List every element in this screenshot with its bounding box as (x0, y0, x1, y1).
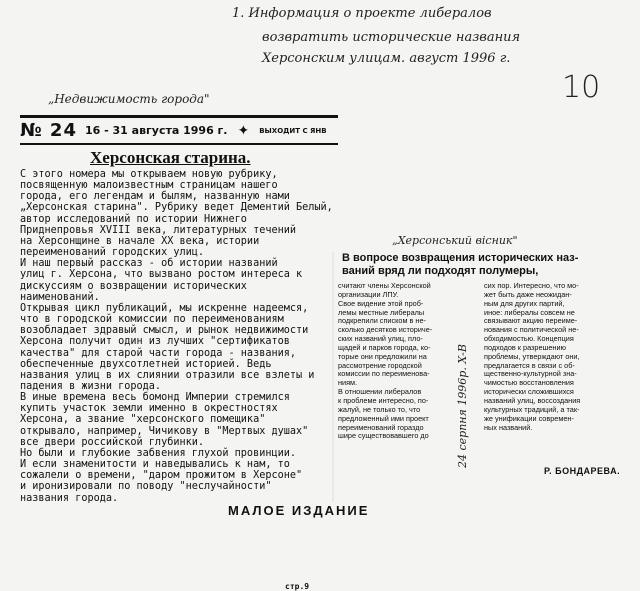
newspaper-masthead (20, 115, 338, 145)
text-line: проблемы, утверждают они, (484, 351, 580, 361)
text-line: чимостью восстановления (484, 378, 574, 388)
handwritten-note-line-3: Херсонским улицам. август 1996 г. (262, 51, 511, 66)
text-line: улиц г. Херсона, что вызвано ростом интереса к (20, 269, 303, 281)
issue-frequency: ВЫХОДИТ С ЯНВ (259, 126, 327, 135)
text-line: падения в жизни города. (20, 380, 162, 392)
text-line: на Херсонщине в начале XX века, истории (20, 235, 260, 247)
text-line: „Херсонская старина". Рубрику ведет Дементий Белый, (20, 202, 333, 214)
text-line: считают члены Херсонской (338, 281, 431, 290)
text-line: рассмотрение городской (338, 360, 422, 370)
text-line: Открывая цикл публикаций, мы искренне надеемся, (20, 302, 309, 314)
text-line: названия улиц в их слиянии отразили все взлеты и (20, 369, 315, 381)
text-line: что в городской комиссии по переименованиям (20, 314, 284, 326)
text-line: же унификации современ- (484, 413, 574, 423)
right-article-column-1 (338, 282, 474, 441)
text-line: лемы местные либералы (338, 307, 425, 317)
text-line: ных названий. (484, 422, 533, 432)
title-line: ваний вряд ли подходят полумеры, (342, 265, 539, 277)
text-line: связывают акцию переиме- (484, 316, 578, 326)
text-line: открывало, например, Чичикову в "Мертвых душах" (20, 425, 309, 437)
right-article-title (342, 252, 622, 278)
text-line: обходимостью. Концепция (484, 334, 574, 344)
text-line: подходов к разрешению (484, 342, 566, 352)
issue-dates: 16 - 31 августа 1996 г. (84, 124, 228, 137)
text-line: торые они предложили на (338, 351, 427, 361)
star-icon: ✦ (237, 122, 250, 139)
next-article-heading: МАЛОЕ ИЗДАНИЕ (228, 503, 370, 518)
text-line: качества" для старой части города - названия, (20, 347, 297, 359)
text-line: и иронизировали по поводу "неслучайности" (20, 481, 272, 493)
text-line: комиссии по переименова- (338, 369, 430, 379)
left-clipping (20, 115, 338, 591)
text-line: посвященную малоизвестным страницам нашего (20, 180, 278, 192)
text-line: купить участок земли именно в окрестностях (20, 403, 278, 415)
text-line: предложенный ими проект (338, 413, 429, 423)
text-line: переименований городских улиц. (20, 247, 205, 259)
text-line: сих пор. Интересно, что мо- (484, 281, 579, 290)
author-signature: Р. БОНДАРЕВА. (544, 466, 621, 476)
text-line: ным для других партий, (484, 298, 565, 308)
text-line: автор исследований по истории Нижнего (20, 213, 247, 225)
text-line: организации ЛПУ. (338, 289, 399, 299)
title-line: В вопросе возвращения исторических наз- (342, 252, 579, 264)
text-line: подкрепили списком в не- (338, 316, 426, 326)
text-line: сколько десятков историче- (338, 325, 433, 335)
text-line: обеспеченные двухсотлетней историей. Ведь (20, 358, 272, 370)
text-line: Херсона, а звание "херсонского помещика" (20, 414, 266, 426)
handwritten-page-number: 10 (562, 70, 601, 105)
text-line: переименований гораздо (338, 422, 424, 432)
text-line: предлагается в связи с об- (484, 360, 575, 370)
text-line: Херсона получит один из лучших "сертификатов (20, 336, 290, 348)
handwritten-note-line-1: 1. Информация о проекте либералов (232, 6, 492, 21)
text-line: к проблеме интересно, по- (338, 395, 429, 405)
text-line: нования с политической не- (484, 325, 579, 335)
text-line: названий улиц, воссоздания (484, 395, 581, 405)
text-line: иное: либералы совсем не (484, 307, 575, 317)
right-article-column-2 (484, 282, 624, 432)
text-line: исторически сложившихся (484, 387, 574, 397)
text-line: ниям. (338, 378, 358, 388)
text-line: дискуссиям о возвращении исторических (20, 280, 247, 292)
handwritten-source-left: „Недвижимость города" (48, 92, 210, 106)
text-line: города, его легендам и былям, названную нами (20, 191, 290, 203)
text-line: В иные времена весь бомонд Империи стремился (20, 392, 290, 404)
text-line: все двери российской глубинки. (20, 436, 205, 448)
text-line: щественно-культурной зна- (484, 369, 577, 379)
handwritten-source-right: „Херсонський вісник" (392, 234, 518, 247)
text-line: Но были и глубокие забвения глухой провинции. (20, 447, 297, 459)
text-line: возобладает здравый смысл, и рынок недвижимости (20, 325, 309, 337)
text-line: жалуй, не только то, что (338, 404, 421, 414)
handwritten-date-vertical: 24 серпня 1996р. Х-В (456, 344, 469, 468)
text-line: щадей и парков города, ко- (338, 342, 431, 352)
page-reference: стр.9 (285, 582, 310, 591)
left-article-body (20, 169, 338, 504)
text-line: В отношении либералов (338, 387, 422, 397)
right-clipping (334, 252, 626, 504)
text-line: наименований. (20, 291, 100, 303)
text-line: И если знаменитости и наведывались к нам, то (20, 459, 290, 471)
left-article-title: Херсонская старина. (90, 148, 251, 167)
text-line: С этого номера мы открываем новую рубрику, (20, 169, 278, 180)
text-line: жет быть даже неожидан- (484, 289, 572, 299)
text-line: шире существовавшего до (338, 431, 429, 441)
handwritten-note-line-2: возвратить исторические названия (262, 30, 521, 45)
text-line: И наш первый рассказ - об истории названий (20, 258, 278, 270)
text-line: ских названий улиц, пло- (338, 334, 423, 344)
text-line: Приднепровья XVIII века, литературных течений (20, 224, 297, 236)
text-line: сожалели о времени, "даром прожитом в Херсоне" (20, 470, 303, 482)
text-line: Свое видение этой проб- (338, 298, 424, 308)
text-line: названия города. (20, 492, 119, 504)
issue-number: № 24 (20, 120, 77, 141)
text-line: культурных традиций, а так- (484, 404, 580, 414)
